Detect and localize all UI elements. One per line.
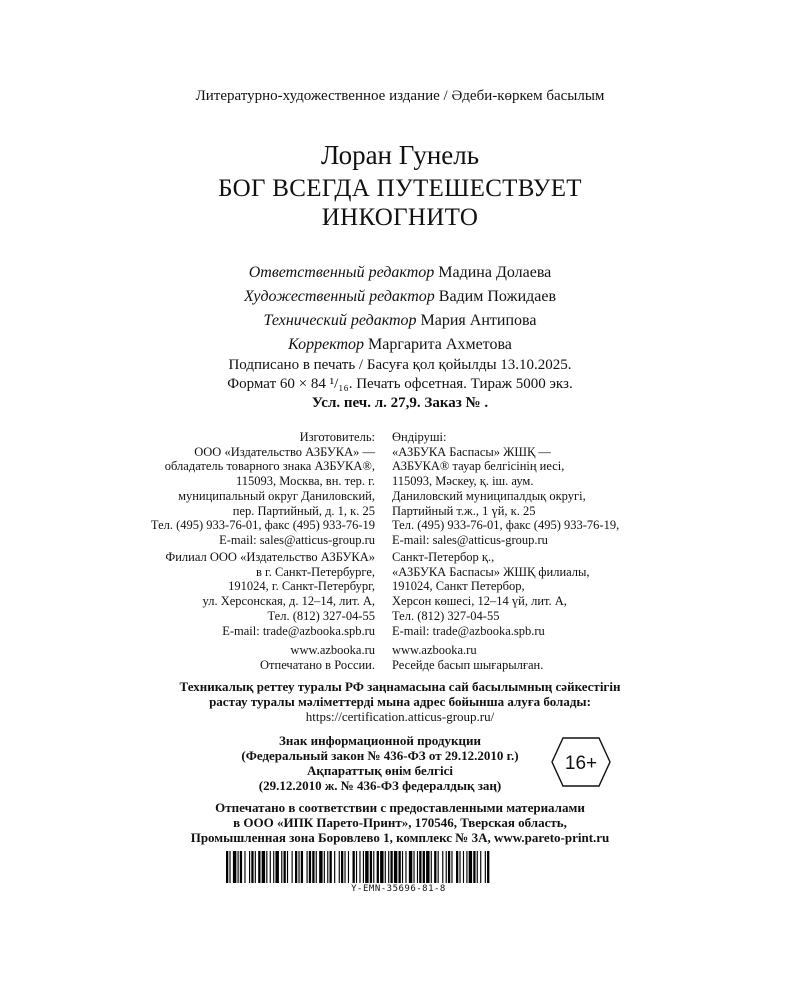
- branch-kz-line: 191024, Санкт Петербор,: [392, 579, 525, 594]
- manufacturer-kz-line: АЗБУКА® тауар белгісінің иесі,: [392, 459, 565, 474]
- printing-house-notice: [0, 800, 800, 845]
- barcode-bar: [281, 851, 282, 883]
- barcode-bar: [365, 851, 368, 883]
- staff-role: Технический редактор: [263, 312, 417, 329]
- staff-name: Мария Антипова: [420, 312, 537, 329]
- manufacturer-kz: [392, 430, 619, 548]
- staff-name: Вадим Пожидаев: [438, 288, 557, 305]
- manufacturer-ru-line: Тел. (495) 933-76-01, факс (495) 933-76-19: [150, 518, 375, 533]
- barcode-bar: [262, 851, 265, 883]
- branch-kz-line: Санкт-Петербор қ.,: [392, 550, 495, 564]
- barcode-bar: [417, 851, 418, 883]
- barcode-bar: [373, 851, 374, 883]
- branch-kz-line: «АЗБУКА Баспасы» ЖШҚ филиалы,: [392, 564, 590, 579]
- barcode-bar: [244, 851, 245, 883]
- web-ru-line: www.azbooka.ru: [290, 643, 375, 657]
- barcode-bar: [334, 851, 335, 883]
- manufacturer-kz-line: Партийный т.ж., 1 үй, к. 25: [392, 503, 536, 518]
- manufacturer-ru-line: 115093, Москва, вн. тер. г.: [235, 474, 375, 489]
- barcode-bar: [275, 851, 278, 883]
- barcode: [226, 851, 571, 883]
- manufacturer-kz-line: 115093, Мәскеу, қ. іш. аум.: [392, 474, 534, 489]
- barcode-bar: [477, 851, 478, 883]
- barcode-bar: [448, 851, 450, 883]
- barcode-bar: [298, 851, 299, 883]
- age-rating-badge: [551, 737, 611, 787]
- information-sign-text: [215, 733, 545, 793]
- barcode-bar: [316, 851, 317, 883]
- staff-name: Мадина Долаева: [438, 264, 552, 281]
- barcode-bar: [348, 851, 349, 883]
- barcode-bar: [423, 851, 425, 883]
- barcode-bar: [409, 851, 412, 883]
- barcode-bar: [341, 851, 343, 883]
- manufacturer-kz-line: «АЗБУКА Баспасы» ЖШҚ —: [392, 444, 551, 459]
- manufacturer-kz-line: E-mail: sales@atticus-group.ru: [392, 532, 548, 547]
- barcode-bar: [426, 851, 429, 883]
- print-info-line: Усл. печ. л. 27,9. Заказ № .: [311, 395, 489, 411]
- barcode-bar: [431, 851, 432, 883]
- manufacturer-ru-line: пер. Партийный, д. 1, к. 25: [232, 503, 375, 518]
- branch-kz-line: E-mail: trade@azbooka.spb.ru: [392, 623, 545, 638]
- barcode-bar: [295, 851, 297, 883]
- manufacturer-ru-line: Изготовитель:: [299, 430, 375, 444]
- barcode-bar: [339, 851, 340, 883]
- manufacturer-ru-line: ООО «Издательство АЗБУКА» —: [194, 444, 375, 459]
- book-title-line: ИНКОГНИТО: [321, 204, 479, 231]
- certification-line: Техникалық реттеу туралы РФ заңнамасына сай басылымның сәйкестігін: [179, 679, 621, 694]
- barcode-bar: [258, 851, 260, 883]
- barcode-bar: [459, 851, 460, 883]
- barcode-bar: [466, 851, 467, 883]
- manufacturer-ru-line: обладатель товарного знака АЗБУКА®,: [164, 459, 375, 474]
- manufacturer-ru-line: E-mail: sales@atticus-group.ru: [219, 532, 375, 547]
- printed-line: Отпечатано в соответствии с предоставленными материалами: [215, 800, 585, 815]
- barcode-bar: [473, 851, 475, 883]
- staff-role: Ответственный редактор: [248, 264, 435, 281]
- staff-role: Корректор: [288, 336, 365, 353]
- barcode-bar: [356, 851, 357, 883]
- certification-notice: [0, 679, 800, 724]
- editorial-staff: [0, 261, 800, 357]
- info-sign-line: Ақпараттық өнім белгісі: [307, 763, 453, 778]
- barcode-bar: [469, 851, 472, 883]
- barcode-bar: [301, 851, 303, 883]
- barcode-bar: [238, 851, 239, 883]
- certification-line: растау туралы мәліметтерді мына адрес бойынша алуға болады:: [209, 694, 591, 709]
- barcode-bar: [485, 851, 486, 883]
- branch-kz: [392, 550, 590, 638]
- branch-kz-line: Тел. (812) 327-04-55: [392, 608, 500, 623]
- barcode-bar: [292, 851, 293, 883]
- certification-line: https://certification.atticus-group.ru/: [305, 709, 495, 724]
- staff-row: [0, 261, 800, 285]
- staff-row: [0, 285, 800, 309]
- barcode-bar: [405, 851, 406, 883]
- barcode-bar: [399, 851, 401, 883]
- branch-ru-line: ул. Херсонская, д. 12–14, лит. А,: [202, 594, 375, 609]
- barcode-bar: [363, 851, 364, 883]
- age-rating-label: 16+: [564, 753, 598, 774]
- barcode-bar: [353, 851, 355, 883]
- barcode-bar: [312, 851, 314, 883]
- branch-ru-line: E-mail: trade@azbooka.spb.ru: [222, 623, 375, 638]
- web-kz-line: Ресейде басып шығарылған.: [392, 657, 544, 672]
- barcode-bar: [330, 851, 332, 883]
- barcode-bar: [390, 851, 392, 883]
- printed-line: в ООО «ИПК Парето-Принт», 170546, Тверская область,: [233, 815, 567, 830]
- barcode-bar: [307, 851, 308, 883]
- branch-ru-line: Филиал ООО «Издательство АЗБУКА»: [165, 550, 375, 564]
- barcode-bar: [309, 851, 311, 883]
- barcode-bar: [327, 851, 328, 883]
- info-sign-line: Знак информационной продукции: [279, 733, 481, 748]
- branch-ru-line: 191024, г. Санкт-Петербург,: [228, 579, 375, 594]
- barcode-bar: [388, 851, 389, 883]
- print-info-line: Формат 60 × 84 ¹/₁₆. Печать офсетная. Тираж 5000 экз.: [227, 376, 573, 392]
- print-details: [0, 356, 800, 413]
- barcode-bar: [413, 851, 414, 883]
- info-sign-line: (29.12.2010 ж. № 436-ФЗ федералдық заң): [258, 778, 502, 793]
- book-title: [0, 174, 800, 232]
- barcode-bar: [385, 851, 386, 883]
- branch-ru-line: Тел. (812) 327-04-55: [267, 608, 375, 623]
- web-kz-line: www.azbooka.ru: [392, 643, 477, 657]
- barcode-bar: [456, 851, 458, 883]
- branch-ru: [165, 550, 375, 638]
- print-info-line: Подписано в печать / Басуға қол қойылды 13.10.2025.: [228, 357, 572, 373]
- manufacturer-kz-line: Даниловский муниципалдық округі,: [392, 488, 586, 503]
- staff-row: [0, 333, 800, 357]
- edition-type-header: Литературно-художественное издание / Әдеби-көркем басылым: [195, 88, 605, 104]
- barcode-bar: [324, 851, 325, 883]
- web-kz: [392, 643, 543, 672]
- barcode-bar: [287, 851, 288, 883]
- printed-line: Промышленная зона Боровлево 1, комплекс № 3А, www.pareto-print.ru: [190, 830, 610, 845]
- barcode-bar: [380, 851, 383, 883]
- staff-row: [0, 309, 800, 333]
- barcode-bar: [446, 851, 447, 883]
- manufacturer-ru: [151, 430, 375, 548]
- barcode-bar: [251, 851, 253, 883]
- barcode-bar: [442, 851, 443, 883]
- barcode-bar: [394, 851, 397, 883]
- web-ru-line: Отпечатано в России.: [260, 657, 375, 672]
- branch-ru-line: в г. Санкт-Петербурге,: [256, 564, 375, 579]
- barcode-bar: [359, 851, 360, 883]
- barcode-bar: [434, 851, 436, 883]
- manufacturer-kz-line: Өндіруші:: [392, 430, 447, 444]
- barcode-bar: [273, 851, 274, 883]
- manufacturer-ru-line: муниципальный округ Даниловский,: [178, 488, 375, 503]
- barcode-number: Y-EMN-35696-81-8: [351, 884, 446, 894]
- barcode-bar: [480, 851, 481, 883]
- barcode-bar: [370, 851, 372, 883]
- barcode-bar: [226, 851, 228, 883]
- barcode-bar: [463, 851, 464, 883]
- book-title-line: БОГ ВСЕГДА ПУТЕШЕСТВУЕТ: [218, 175, 582, 202]
- barcode-bar: [402, 851, 403, 883]
- web-ru: [260, 643, 375, 672]
- author-name: Лоран Гунель: [320, 140, 480, 170]
- barcode-bar: [229, 851, 230, 883]
- barcode-bar: [255, 851, 256, 883]
- staff-name: Маргарита Ахметова: [368, 336, 512, 353]
- barcode-bar: [270, 851, 271, 883]
- barcode-bar: [377, 851, 379, 883]
- barcode-bar: [266, 851, 267, 883]
- branch-kz-line: Херсон көшесі, 12–14 үй, лит. А,: [392, 594, 567, 609]
- barcode-bar: [319, 851, 322, 883]
- barcode-bar: [438, 851, 439, 883]
- barcode-bar: [451, 851, 452, 883]
- barcode-bar: [233, 851, 236, 883]
- barcode-bar: [487, 851, 489, 883]
- barcode-bar: [419, 851, 421, 883]
- barcode-bar: [249, 851, 250, 883]
- barcode-bar: [240, 851, 242, 883]
- manufacturer-kz-line: Тел. (495) 933-76-01, факс (495) 933-76-19,: [392, 518, 620, 533]
- staff-role: Художественный редактор: [243, 288, 435, 305]
- barcode-bar: [344, 851, 345, 883]
- info-sign-line: (Федеральный закон № 436-ФЗ от 29.12.2010 г.): [241, 748, 519, 763]
- barcode-bar: [284, 851, 286, 883]
